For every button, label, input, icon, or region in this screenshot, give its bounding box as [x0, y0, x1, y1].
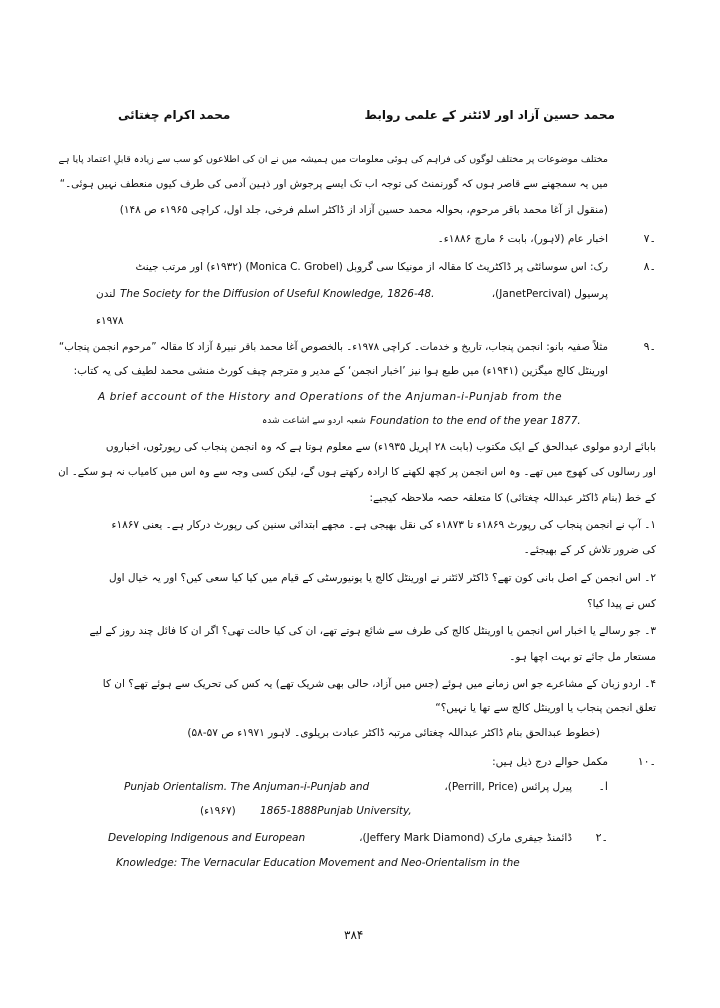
question-1-a: ۱۔ آپ نے انجمن پنجاب کی رپورٹ ۱۸۶۹ء تا ۱۸۷۳ء کی نقل بھیجی ہے۔ مجھے ابتدائی سنین کی رپورٹ درکار ہے۔ یعنی ۱۸۶۷ء — [111, 519, 656, 531]
note-9-book-title: A brief account of the History and Operations of the Anjuman-i-Punjab from the — [98, 391, 563, 403]
note-8-line-b-english: The Society for the Diffusion of Useful Knowledge, 1826-48. — [120, 288, 435, 300]
question-3-a: ۳۔ جو رسالے یا اخبار اس انجمن یا اورینٹل کالج کی طرف سے شائع ہوتے تھے، ان کی کیا حالت تھی؟ اگر ان کا فائل چند روز کے لیے — [89, 625, 656, 637]
para-line-2: اور رسالوں کی کھوج میں تھے۔ وہ اس انجمن پر کچھ لکھنے کا ارادہ رکھتے ہوں گے، لیکن کسی وجہ سے وہ اس میں کامیاب نہ ہو سکے۔ ان — [58, 466, 656, 478]
question-4-b: تعلق انجمن پنجاب یا اورینٹل کالج سے تھا یا نہیں؟“ — [435, 702, 656, 714]
ref-1-year: (۱۹۶۷ء) — [200, 805, 236, 817]
running-author: محمد اکرام چغتائی — [118, 108, 231, 122]
ref-2-author: ڈائمنڈ جیفری مارک (Jeffery Mark Diamond)، — [359, 832, 572, 844]
text-line-3: (منقول از آغا محمد باقر مرحوم، بحوالہ محمد حسین آزاد از ڈاکٹر اسلم فرخی، جلد اول، کراچی ۱۹۶۵ء ص ۱۴۸) — [119, 204, 608, 216]
note-10-number: ۔۱۰ — [637, 755, 656, 768]
note-8-number: ۔۸ — [643, 260, 656, 273]
ref-2-title: Developing Indigenous and European — [108, 832, 306, 844]
ref-2-title-cont: Knowledge: The Vernacular Education Movement and Neo-Orientalism in the — [116, 857, 520, 869]
note-10-text: مکمل حوالے درج ذیل ہیں: — [492, 756, 608, 768]
para-line-1: بابائے اردو مولوی عبدالحق کے ایک مکتوب (بابت ۲۸ اپریل ۱۹۳۵ء) سے معلوم ہوتا ہے کہ وہ انجمن پنجاب کی رپورٹوں، اخباروں — [105, 441, 656, 453]
note-8-line-b-urdu: پرسیول (JanetPercival)، — [491, 288, 608, 300]
note-9-line-b: اورینٹل کالج میگزین (۱۹۴۱ء) میں طبع ہوا نیز ’اخبار انجمن‘ کے مدیر و مترجم چیف کورٹ منشی محمد لطیف کی یہ کتاب: — [73, 365, 608, 377]
note-7-number: ۔۷ — [643, 232, 656, 245]
question-3-b: مستعار مل جائے تو بہت اچھا ہو۔ — [509, 651, 656, 663]
page-number: ۳۸۴ — [344, 928, 364, 942]
para-line-3: کے خط (بنام ڈاکٹر عبداللہ چغتائی) کا متعلقہ حصہ ملاحظہ کیجیے: — [369, 492, 656, 504]
question-4-a: ۴۔ اردو زبان کے مشاعرے جو اس زمانے میں ہوئے (جس میں آزاد، حالی بھی شریک تھے) یہ کس کی تحریک سے ہوئے تھے؟ ان کا — [102, 678, 656, 690]
text-line-1: مختلف موضوعات پر مختلف لوگوں کی فراہم کی ہوئی معلومات میں ہمیشہ میں نے ان کی اطلاعوں کو سب سے زیادہ قابلِ اعتماد پایا ہے — [58, 154, 608, 165]
note-8-line-a: رک: اس سوسائٹی پر ڈاکٹریٹ کا مقالہ از مونیکا سی گروبل (Monica C. Grobel) (۱۹۳۲ء) اور مرتب جینٹ — [135, 261, 608, 273]
note-7-text: اخبار عام (لاہور)، بابت ۶ مارچ ۱۸۸۶ء۔ — [437, 233, 608, 245]
note-9-line-a: مثلاً صفیہ بانو: انجمن پنجاب، تاریخ و خدمات۔ کراچی ۱۹۷۸ء۔ بالخصوص آغا محمد باقر نبیرۂ آزاد کا مقالہ ”مرحوم انجمن پنجاب“ — [58, 341, 608, 353]
ref-1-title-cont: 1865-1888Punjab University, — [260, 805, 412, 817]
letter-citation: (خطوط عبدالحق بنام ڈاکٹر عبداللہ چغتائی مرتبہ ڈاکٹر عبادت بریلوی۔ لاہور ۱۹۷۱ء ص ۵۷-۵۸) — [187, 727, 600, 739]
note-9-number: ۔۹ — [643, 340, 656, 353]
ref-1-title: Punjab Orientalism. The Anjuman-i-Punjab and — [124, 781, 370, 793]
note-8-line-b-place: لندن — [96, 288, 116, 300]
question-1-b: کی ضرور تلاش کر کے بھیجئے۔ — [523, 544, 656, 556]
note-9-book-title-cont: Foundation to the end of the year 1877. — [370, 415, 581, 427]
question-2-b: کس نے پیدا کیا؟ — [587, 598, 656, 610]
ref-1-number: ا۔ — [598, 780, 608, 793]
ref-2-number: ۲۔ — [595, 831, 608, 844]
running-title: محمد حسین آزاد اور لائٹنر کے علمی روابط — [364, 108, 615, 122]
note-9-book-publisher: شعبہ اردو سے اشاعت شدہ — [262, 416, 366, 426]
text-line-2: میں یہ سمجھنے سے قاصر ہوں کہ گورنمنٹ کی توجہ اب تک ایسے پرجوش اور ذہین آدمی کی طرف کیوں منعطف نہیں ہوئی۔“ — [59, 178, 608, 190]
note-8-line-c: ۱۹۷۸ء — [96, 315, 124, 327]
ref-1-author: پیرل پرائس (Perrill, Price)، — [444, 781, 572, 793]
question-2-a: ۲۔ اس انجمن کے اصل بانی کون تھے؟ ڈاکٹر لائٹنر نے اورینٹل کالج یا یونیورسٹی کے قیام میں کیا کیا سعی کیں؟ اور یہ خیال اول — [108, 572, 656, 584]
